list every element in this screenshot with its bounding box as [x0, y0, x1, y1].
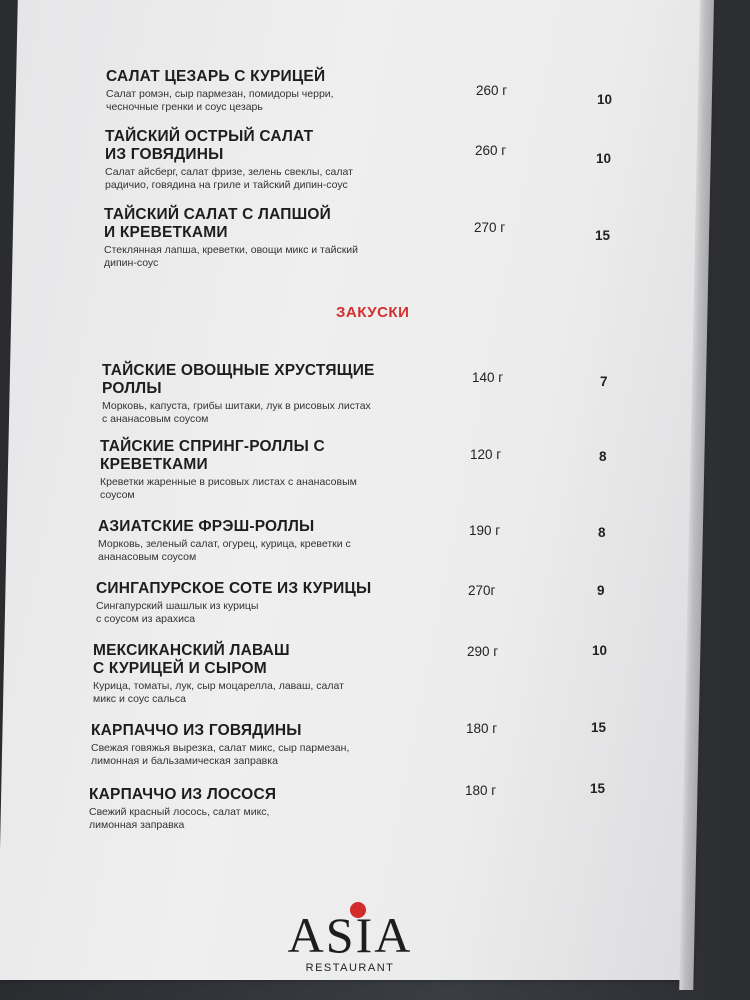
item-price: 9 [597, 583, 605, 598]
item-name: АЗИАТСКИЕ ФРЭШ-РОЛЛЫ [98, 518, 315, 535]
item-weight: 190 г [469, 523, 501, 538]
item-name: СИНГАПУРСКОЕ СОТЕ ИЗ КУРИЦЫ [96, 580, 372, 597]
item-name: МЕКСИКАНСКИЙ ЛАВАШ С КУРИЦЕЙ И СЫРОМ [93, 642, 290, 677]
item-price: 15 [591, 720, 607, 735]
item-name: КАРПАЧЧО ИЗ ЛОСОСЯ [89, 786, 277, 803]
item-description: Морковь, капуста, грибы шитаки, лук в рисовых листах с ананасовым соусом [102, 400, 371, 425]
menu-item [100, 438, 400, 502]
item-description: Салат айсберг, салат фризе, зелень свеклы, салат радичио, говядина на гриле и тайский дипин-соус [105, 166, 353, 191]
menu-item [91, 722, 391, 768]
item-description: Салат ромэн, сыр пармезан, помидоры черри, чесночные гренки и соус цезарь [106, 88, 334, 113]
menu-item [89, 786, 389, 832]
item-description: Морковь, зеленый салат, огурец, курица, креветки с ананасовым соусом [98, 538, 351, 563]
item-description: Курица, томаты, лук, сыр моцарелла, лаваш, салат микс и соус сальса [93, 680, 344, 705]
item-weight: 270 г [474, 220, 506, 235]
item-price: 15 [595, 228, 611, 243]
menu-item [105, 128, 405, 192]
menu-item [98, 518, 398, 564]
item-price: 15 [590, 781, 606, 796]
logo-subtitle: RESTAURANT [305, 962, 395, 974]
item-price: 10 [596, 151, 612, 166]
item-name: ТАЙСКИЙ ОСТРЫЙ САЛАТ ИЗ ГОВЯДИНЫ [105, 128, 314, 163]
item-weight: 270г [468, 583, 496, 598]
item-price: 7 [600, 374, 608, 389]
item-price: 8 [598, 525, 606, 540]
menu-item [93, 642, 393, 706]
item-name: САЛАТ ЦЕЗАРЬ С КУРИЦЕЙ [106, 68, 326, 85]
item-name: ТАЙСКИЙ САЛАТ С ЛАПШОЙ И КРЕВЕТКАМИ [104, 206, 332, 241]
item-description: Свежая говяжья вырезка, салат микс, сыр пармезан, лимонная и бальзамическая заправка [91, 742, 350, 767]
item-name: ТАЙСКИЕ ОВОЩНЫЕ ХРУСТЯЩИЕ РОЛЛЫ [102, 362, 375, 397]
item-description: Стеклянная лапша, креветки, овощи микс и тайский дипин-соус [104, 244, 359, 269]
item-weight: 180 г [465, 783, 497, 798]
menu-item [104, 206, 404, 270]
item-description: Свежий красный лосось, салат микс, лимонная заправка [89, 806, 270, 831]
item-name: ТАЙСКИЕ СПРИНГ-РОЛЛЫ С КРЕВЕТКАМИ [100, 438, 325, 473]
item-weight: 120 г [470, 447, 502, 462]
menu-item [102, 362, 402, 426]
menu-item [96, 580, 396, 626]
section-title: ЗАКУСКИ [336, 304, 410, 321]
item-weight: 260 г [475, 143, 507, 158]
item-weight: 290 г [467, 644, 499, 659]
logo-text: ASIA [287, 907, 413, 963]
item-price: 10 [592, 643, 608, 658]
item-weight: 180 г [466, 721, 498, 736]
item-description: Сингапурский шашлык из курицы с соусом из арахиса [96, 600, 259, 625]
item-weight: 140 г [472, 370, 504, 385]
item-weight: 260 г [476, 83, 508, 98]
menu-item [106, 68, 406, 114]
item-description: Креветки жаренные в рисовых листах с ананасовым соусом [100, 476, 357, 501]
item-name: КАРПАЧЧО ИЗ ГОВЯДИНЫ [91, 722, 302, 739]
item-price: 10 [597, 92, 613, 107]
item-price: 8 [599, 449, 607, 464]
restaurant-logo [280, 900, 420, 980]
